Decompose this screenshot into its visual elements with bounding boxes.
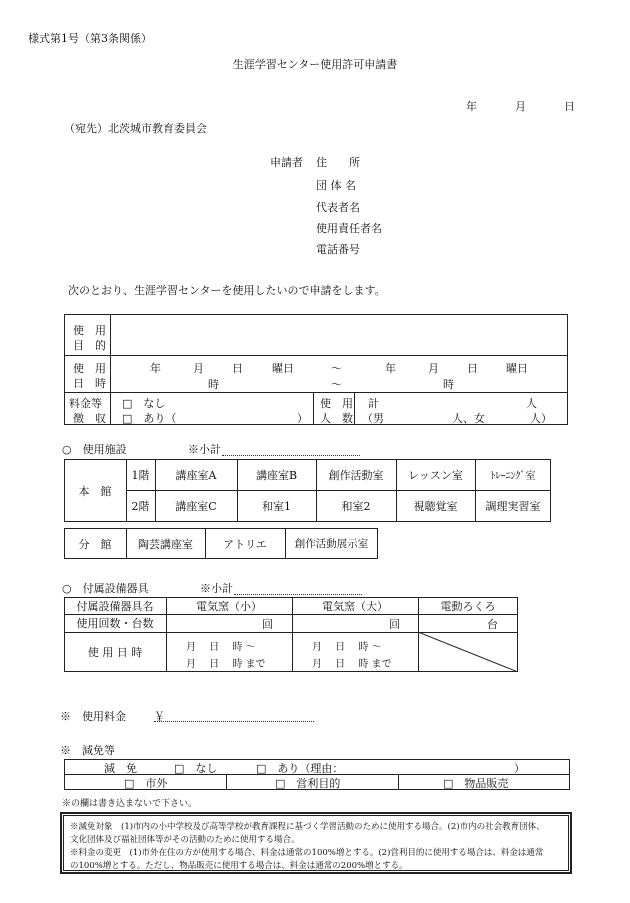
from-month: 月 <box>193 362 204 375</box>
room-lecture-a[interactable]: 講座室A <box>175 468 217 482</box>
date-year: 年 <box>466 100 477 113</box>
facilities-subtotal: ※小計 <box>188 443 221 456</box>
to-year: 年 <box>385 362 396 375</box>
to-weekday: 曜日 <box>506 362 528 375</box>
applicant-label: 申請者 <box>270 156 303 169</box>
yen-sign: ￥ <box>154 710 165 723</box>
fee-yes-checkbox[interactable]: □ あり（ <box>122 412 177 425</box>
kiln-small-date-to: 月 日 時 まで <box>186 659 266 670</box>
option-merchandise[interactable]: □ 物品販売 <box>443 777 509 790</box>
to-month: 月 <box>428 362 439 375</box>
datetime-label-1: 使 用 <box>73 362 106 375</box>
exemption-heading: ※ 減免等 <box>60 744 115 757</box>
from-weekday: 曜日 <box>272 362 294 375</box>
note-line-2: 文化団体及び福祉団体等がその活動のために使用する場合。 <box>70 835 300 845</box>
form-number: 様式第1号（第3条関係） <box>28 32 152 45</box>
count-label-2: 人 数 <box>320 412 353 425</box>
from-hour: 時 <box>208 378 219 391</box>
women-label: 人、女 <box>452 412 485 425</box>
phone-label: 電話番号 <box>316 243 360 256</box>
equipment-subtotal: ※小計 <box>200 582 233 595</box>
room-lecture-c[interactable]: 講座室C <box>175 500 217 513</box>
address-label: 住 所 <box>316 156 360 169</box>
wheel-count-unit: 台 <box>487 618 498 631</box>
purpose-field[interactable] <box>112 316 566 354</box>
pottery-wheel: 電動ろくろ <box>440 599 496 613</box>
equipment-heading: ○ 付属設備器具 <box>62 582 149 595</box>
purpose-label-1: 使 用 <box>73 324 106 337</box>
total-label: 計 <box>368 397 379 410</box>
fee-label-2: 徴 収 <box>73 412 106 425</box>
intro-text: 次のとおり、生涯学習センターを使用したいので申請をします。 <box>68 284 386 297</box>
equipment-name-label: 付属設備器具名 <box>76 599 154 613</box>
admin-note: ※の欄は書き込まないで下さい。 <box>62 799 198 809</box>
women-close: 人） <box>530 412 552 425</box>
exemption-yes-close: ） <box>514 762 525 775</box>
kiln-large-date-to: 月 日 時 まで <box>312 659 392 670</box>
equipment-date-label: 使 用 日 時 <box>87 646 143 659</box>
floor1-label: 1階 <box>131 468 150 482</box>
kiln-small-count-unit: 回 <box>262 618 273 631</box>
from-day: 日 <box>232 362 243 375</box>
total-unit: 人 <box>526 397 537 410</box>
room-lesson[interactable]: レッスン室 <box>408 468 463 482</box>
date-month: 月 <box>515 100 526 113</box>
date-range-tilde: ～ <box>331 362 342 375</box>
note-line-3: ※料金の変更 (1)市外在住の方が使用する場合、料金は通常の100%増とする。(2)営利目的に使用する場合は、料金は通常 <box>70 848 544 858</box>
room-pottery[interactable]: 陶芸講座室 <box>138 537 193 551</box>
men-label: （男 <box>362 412 384 425</box>
group-label: 団 体 名 <box>316 179 356 192</box>
datetime-label-2: 日 時 <box>73 377 106 390</box>
annex-label: 分 館 <box>78 537 112 551</box>
from-year: 年 <box>150 362 161 375</box>
room-cooking[interactable]: 調理実習室 <box>485 500 541 513</box>
room-japanese-1[interactable]: 和室1 <box>262 500 291 513</box>
floor2-label: 2階 <box>131 500 150 513</box>
option-outside-city[interactable]: □ 市外 <box>124 777 168 790</box>
main-building-label: 本 館 <box>78 484 112 498</box>
room-creative[interactable]: 創作活動室 <box>328 468 384 482</box>
facilities-heading: ○ 使用施設 <box>62 443 127 456</box>
form-title: 生涯学習センター使用許可申請書 <box>232 58 398 71</box>
note-line-4: の100%増とする。ただし、物品販売に使用する場合は、料金は通常の200%増とする。 <box>70 861 408 871</box>
room-training[interactable]: ﾄﾚｰﾆﾝｸﾞ室 <box>490 471 536 482</box>
kiln-large: 電気窯（大） <box>322 599 388 613</box>
date-day: 日 <box>564 100 575 113</box>
fee-none-checkbox[interactable]: □ なし <box>122 397 166 410</box>
room-audiovisual[interactable]: 視聴覚室 <box>413 500 458 513</box>
to-hour: 時 <box>443 378 454 391</box>
kiln-small-date-from: 月 日 時 ～ <box>186 642 256 653</box>
fee-label: ※ 使用料金 <box>60 710 126 723</box>
room-atelier[interactable]: アトリエ <box>223 537 267 551</box>
manager-label: 使用責任者名 <box>316 222 382 235</box>
hour-range-tilde: ～ <box>331 378 342 391</box>
note-line-1: ※減免対象 (1)市内の小中学校及び高等学校が教育課程に基づく学習活動のために使用する場合。(2)市内の社会教育団体、 <box>70 822 545 832</box>
representative-label: 代表者名 <box>316 201 360 214</box>
exemption-yes-checkbox[interactable]: □ あり（理由： <box>256 762 344 775</box>
room-japanese-2[interactable]: 和室2 <box>341 500 371 513</box>
fee-label-1: 料金等 <box>69 397 102 410</box>
kiln-small: 電気窯（小） <box>196 599 262 613</box>
to-day: 日 <box>467 362 478 375</box>
kiln-large-date-from: 月 日 時 ～ <box>312 642 382 653</box>
room-lecture-b[interactable]: 講座室B <box>255 468 298 482</box>
purpose-label-2: 目 的 <box>73 339 106 352</box>
count-label-1: 使 用 <box>320 397 353 410</box>
exemption-row-label: 減 免 <box>104 762 137 775</box>
kiln-large-count-unit: 回 <box>389 618 400 631</box>
diagonal-slash-icon <box>418 632 518 672</box>
room-exhibition[interactable]: 創作活動展示室 <box>294 538 369 550</box>
exemption-none-checkbox[interactable]: □ なし <box>174 762 218 775</box>
fee-yes-close: ） <box>297 412 308 425</box>
option-commercial[interactable]: □ 営利目的 <box>275 777 341 790</box>
count-label: 使用回数・台数 <box>76 617 154 630</box>
addressee: （宛先）北茨城市教育委員会 <box>64 122 207 135</box>
